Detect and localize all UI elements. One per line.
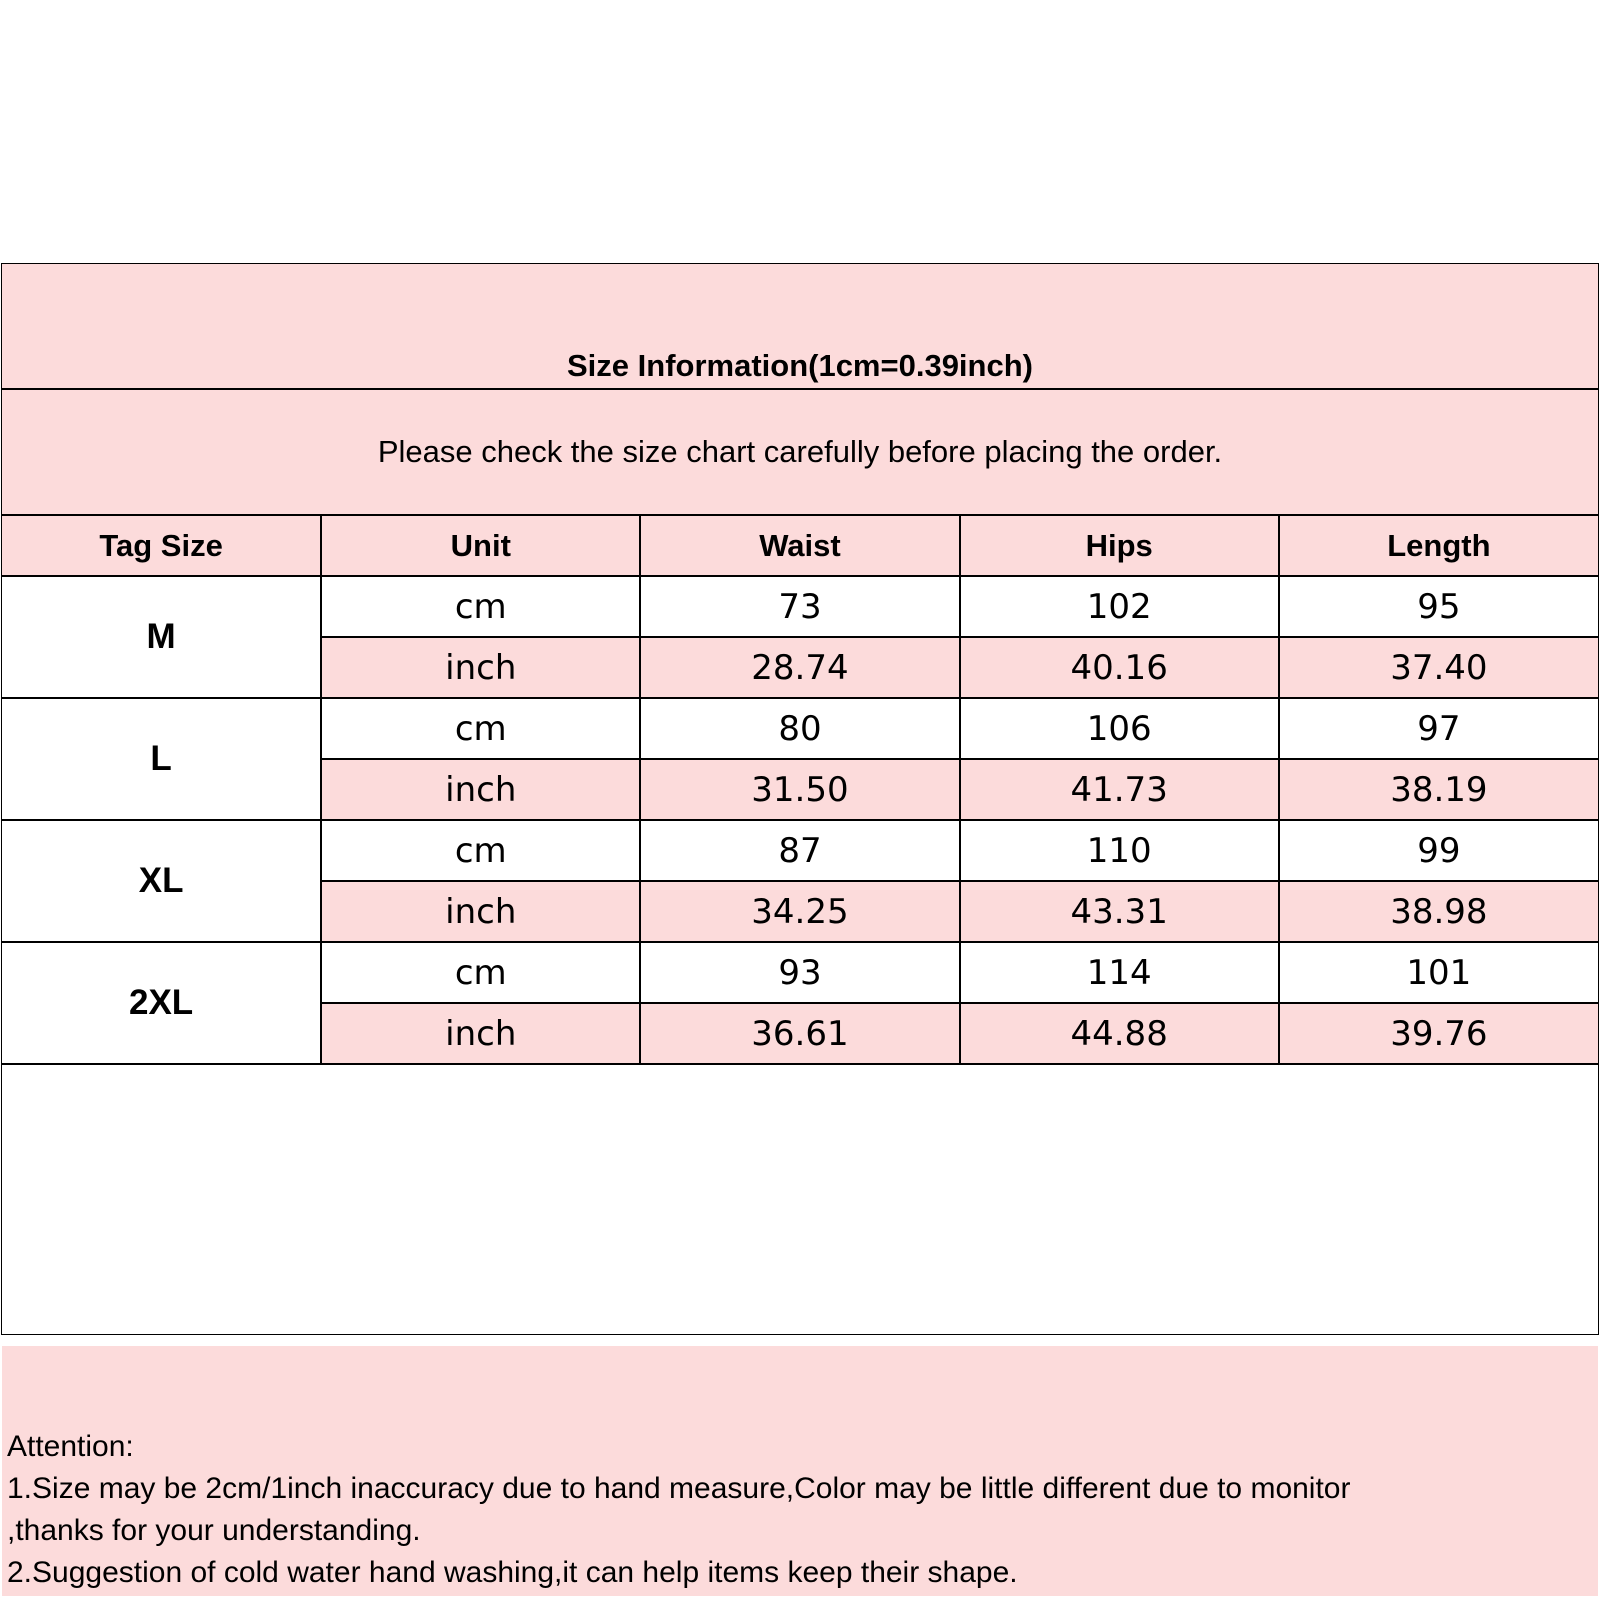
unit-cell: inch: [321, 881, 640, 942]
header-tag-size: Tag Size: [2, 516, 321, 576]
tag-size-cell: L: [2, 698, 321, 820]
hips-cell: 110: [960, 820, 1279, 881]
attention-line: 2.Suggestion of cold water hand washing,it can help items keep their shape.: [7, 1556, 1018, 1589]
waist-cell: 31.50: [640, 759, 959, 820]
hips-cell: 114: [960, 942, 1279, 1003]
attention-line: 1.Size may be 2cm/1inch inaccuracy due to hand measure,Color may be little different due to monitor: [7, 1472, 1351, 1505]
length-cell: 99: [1279, 820, 1598, 881]
waist-cell: 73: [640, 576, 959, 637]
table-row: [2, 576, 1598, 637]
header-waist: Waist: [640, 516, 959, 576]
tag-size-cell: 2XL: [2, 942, 321, 1064]
hips-cell: 102: [960, 576, 1279, 637]
unit-cell: cm: [321, 698, 640, 759]
hips-cell: 43.31: [960, 881, 1279, 942]
waist-cell: 80: [640, 698, 959, 759]
unit-cell: inch: [321, 1003, 640, 1064]
header-length: Length: [1279, 516, 1598, 576]
hips-cell: 44.88: [960, 1003, 1279, 1064]
hips-cell: 40.16: [960, 637, 1279, 698]
attention-line: ,thanks for your understanding.: [7, 1514, 421, 1547]
unit-cell: inch: [321, 637, 640, 698]
waist-cell: 93: [640, 942, 959, 1003]
waist-cell: 28.74: [640, 637, 959, 698]
unit-cell: cm: [321, 576, 640, 637]
size-info-title-row: [2, 264, 1598, 390]
waist-cell: 36.61: [640, 1003, 959, 1064]
tag-size-cell: XL: [2, 820, 321, 942]
notice-row: [2, 390, 1598, 516]
waist-cell: 87: [640, 820, 959, 881]
header-hips: Hips: [960, 516, 1279, 576]
hips-cell: 41.73: [960, 759, 1279, 820]
length-cell: 95: [1279, 576, 1598, 637]
length-cell: 101: [1279, 942, 1598, 1003]
unit-cell: inch: [321, 759, 640, 820]
table-row: [2, 820, 1598, 881]
length-cell: 38.19: [1279, 759, 1598, 820]
header-unit: Unit: [321, 516, 640, 576]
table-row: [2, 698, 1598, 759]
tag-size-cell: M: [2, 576, 321, 698]
table-row: [2, 942, 1598, 1003]
size-chart: [1, 263, 1599, 1589]
attention-heading: Attention:: [7, 1430, 134, 1463]
length-cell: 97: [1279, 698, 1598, 759]
size-table: [2, 516, 1598, 1065]
table-header-row: [2, 516, 1598, 576]
size-info-title: Size Information(1cm=0.39inch): [567, 348, 1033, 383]
length-cell: 37.40: [1279, 637, 1598, 698]
waist-cell: 34.25: [640, 881, 959, 942]
attention-section: [2, 1346, 1598, 1596]
unit-cell: cm: [321, 942, 640, 1003]
hips-cell: 106: [960, 698, 1279, 759]
length-cell: 38.98: [1279, 881, 1598, 942]
length-cell: 39.76: [1279, 1003, 1598, 1064]
notice-text: Please check the size chart carefully before placing the order.: [377, 434, 1223, 469]
unit-cell: cm: [321, 820, 640, 881]
